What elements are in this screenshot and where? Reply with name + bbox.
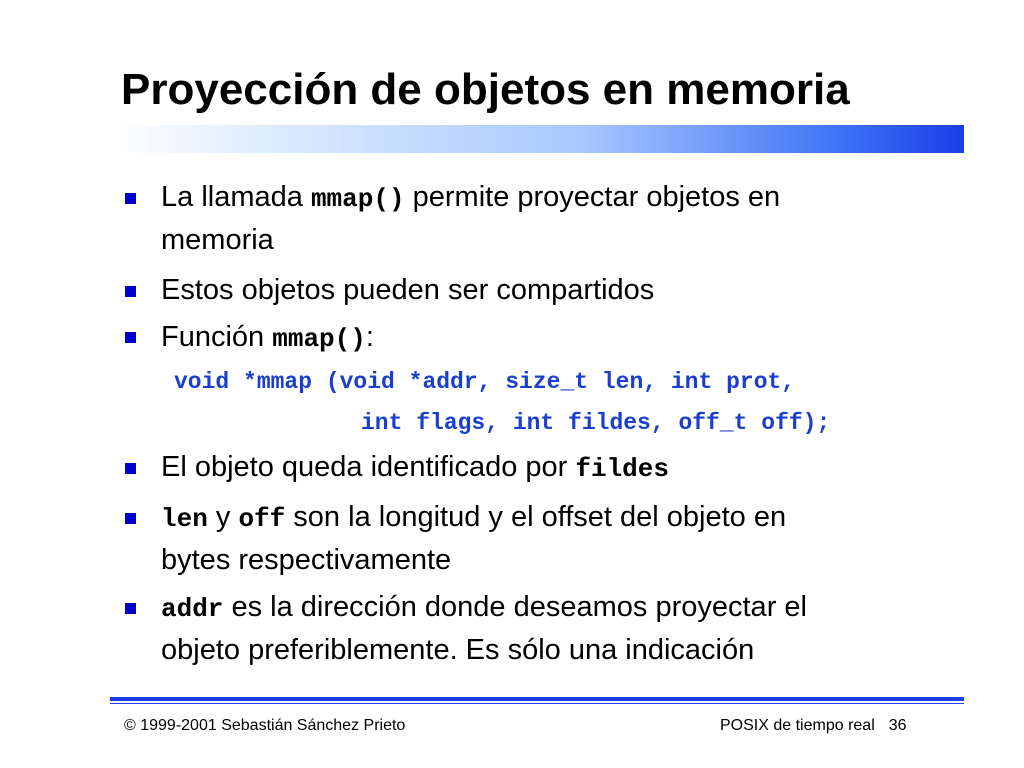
bullet-text-continuation: bytes respectivamente: [161, 544, 452, 576]
bullet-square-icon: [125, 463, 136, 474]
text-fragment: :: [365, 321, 374, 353]
code-off: off: [238, 504, 286, 534]
bullet-text-continuation: memoria: [161, 224, 274, 256]
text-fragment: El objeto queda identificado por: [161, 451, 576, 483]
code-signature-line-1: void *mmap (void *addr, size_t len, int prot,: [174, 369, 796, 395]
footer-rule-thin: [110, 703, 964, 704]
slide-title: Proyección de objetos en memoria: [121, 65, 850, 114]
bullet-square-icon: [125, 513, 136, 524]
text-fragment: Función: [161, 321, 273, 353]
bullet-text: [161, 500, 786, 536]
page-number: 36: [888, 717, 907, 734]
bullet-square-icon: [125, 193, 136, 204]
bullet-square-icon: [125, 603, 136, 614]
code-signature-line-2: int flags, int fildes, off_t off);: [361, 410, 831, 436]
code-mmap: mmap(): [272, 324, 366, 354]
bullet-text: [161, 450, 669, 486]
bullet-text: [161, 320, 374, 356]
bullet-text-continuation: objeto preferiblemente. Es sólo una indicación: [161, 634, 755, 666]
code-fildes: fildes: [575, 454, 669, 484]
bullet-text: Estos objetos pueden ser compartidos: [161, 274, 655, 306]
text-fragment: son la longitud y el offset del objeto en: [285, 501, 787, 533]
footer-course: [720, 716, 907, 736]
footer-course-name: POSIX de tiempo real: [720, 717, 875, 734]
code-addr: addr: [161, 594, 224, 624]
bullet-square-icon: [125, 286, 136, 297]
footer-rule: [110, 697, 964, 701]
text-fragment: y: [207, 501, 239, 533]
bullet-text: [161, 590, 807, 626]
footer-copyright: © 1999-2001 Sebastián Sánchez Prieto: [124, 717, 406, 734]
text-fragment: La llamada: [161, 181, 311, 213]
code-mmap: mmap(): [310, 184, 405, 214]
text-fragment: permite proyectar objetos en: [404, 181, 781, 213]
code-len: len: [161, 504, 208, 534]
bullet-square-icon: [125, 332, 136, 343]
bullet-text: [161, 180, 780, 216]
text-fragment: es la dirección donde deseamos proyectar el: [223, 591, 807, 623]
